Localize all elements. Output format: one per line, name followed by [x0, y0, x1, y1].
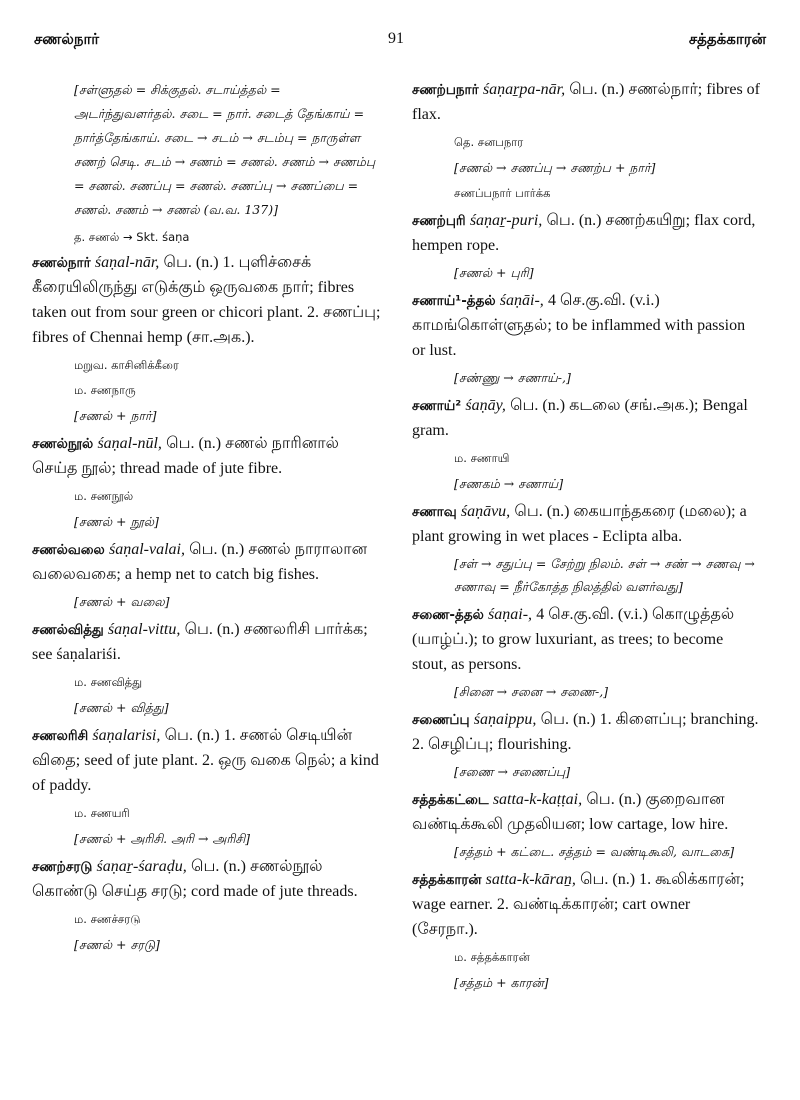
definition: பெ. (n.) சணல்நார்; fibres of flax.: [412, 81, 760, 123]
cognate: தெ. சனபநார: [454, 135, 524, 149]
transliteration: śaṇaṟpa-nār,: [482, 81, 566, 98]
dictionary-entry: [412, 708, 760, 783]
headword: சணலரிசி: [32, 728, 89, 744]
etymology: [சணல் → சணப்பு → சணற்ப + நார்]: [454, 160, 656, 175]
definition: பெ. (n.) 1. கூலிக்காரன்; wage earner. 2. வண்டிக்காரன்; cart owner (சேரநா.).: [412, 871, 745, 938]
definition: 4 செ.கு.வி. (v.i.) கொழுத்தல் (யாழ்ப்.); to grow luxuriant, as trees; to become stout, as persons.: [412, 606, 735, 673]
transliteration: śaṇāi-,: [499, 292, 544, 309]
definition: பெ. (n.) சணற்கயிறு; flax cord, hempen rope.: [412, 212, 756, 254]
headword: சணாய்¹-த்தல்: [412, 293, 496, 309]
cognate: ம. சணயரி: [74, 806, 130, 820]
dictionary-entry: [412, 603, 760, 703]
etymology: [சத்தம் + கட்டை. சத்தம் = வண்டிகூலி, வாடகை]: [454, 844, 735, 859]
cognate: ம. சணச்சரடு: [74, 912, 141, 926]
running-head-right: சத்தக்காரன்: [688, 30, 766, 48]
etymology-note: [சள்ளுதல் = சிக்குதல். சடாய்த்தல் = அடர்ந்துவளர்தல். சடை = நார். சடைத் தேங்காய் = நார்த்தேங்காய். சடை → சடம் → சடம்பு = நாருள்ள சணற் செடி. சடம் → சணம் = சணல். சணம் → சணம்பு = சணல். சணப்பு = சணல். சணப்பு → சணப்பை = சணல். சணம் → சணல் (வ.வ. 137)]: [74, 82, 376, 217]
headword: சத்தக்காரன்: [412, 872, 482, 888]
etymology: [சத்தம் + காரன்]: [454, 975, 549, 990]
cross-reference: சணப்பநார் பார்க்க: [454, 186, 551, 200]
etymology: [சணல் + சரடு]: [74, 937, 160, 952]
cognate: ம. சணநாரு: [74, 383, 136, 397]
definition: பெ. (n.) சணல்நூல் கொண்டு செய்த சரடு; cord made of jute threads.: [32, 858, 358, 900]
headword: சணற்சரடு: [32, 859, 93, 875]
headword: சணல்நார்: [32, 255, 91, 271]
transliteration: śaṇal-valai,: [108, 541, 185, 558]
etymology: [சணல் + வித்து]: [74, 700, 169, 715]
definition: பெ. (n.) சணல் நாராலான வலைவகை; a hemp net to catch big fishes.: [32, 541, 368, 583]
cognate: ம. சணாயி: [454, 451, 510, 465]
headword: சணாவு: [412, 504, 457, 520]
dictionary-entry: [412, 289, 760, 389]
transliteration: śaṇaṟ-puri,: [469, 212, 543, 229]
dictionary-entry: [412, 209, 760, 284]
headword: சணை-த்தல்: [412, 607, 484, 623]
definition: பெ. (n.) கையாந்தகரை (மலை); a plant growing in wet places - Eclipta alba.: [412, 503, 747, 545]
transliteration: satta-k-kāraṉ,: [485, 871, 576, 888]
transliteration: satta-k-kaṭṭai,: [492, 791, 583, 808]
dictionary-entry: [32, 538, 382, 613]
cognate: ம. சணவித்து: [74, 675, 143, 689]
dictionary-entry: [32, 724, 382, 850]
cognate: ம. சணநூல்: [74, 489, 134, 503]
dictionary-entry: [32, 251, 382, 427]
etymology: [சணல் + நூல்]: [74, 514, 159, 529]
transliteration: śaṇaṟ-śaraḍu,: [96, 858, 187, 875]
dictionary-entry: [412, 78, 760, 204]
etymology: [சள் → சதுப்பு = சேற்று நிலம். சள் → சண் → சணவு → சணாவு = நீர்கோத்த நிலத்தில் வளர்வது]: [454, 556, 755, 594]
transliteration: śaṇal-nūl,: [97, 435, 162, 452]
definition: பெ. (n.) கடலை (சங்.அக.); Bengal gram.: [412, 397, 748, 439]
definition: பெ. (n.) 1. புளிச்சைக் கீரையிலிருந்து எடுக்கும் ஒருவகை நார்; fibres taken out from sour green or chicori plant. 2. சணப்பு; fibres of Chennai hemp (சா.அக.).: [32, 254, 381, 346]
transliteration: śaṇal-nār,: [94, 254, 160, 271]
dictionary-entry: [32, 855, 382, 956]
transliteration: śaṇai-,: [488, 606, 533, 623]
dictionary-entry: [412, 788, 760, 863]
transliteration: śaṇal-vittu,: [107, 621, 181, 638]
headword: சணற்பநார்: [412, 82, 479, 98]
headword: சணல்வலை: [32, 542, 105, 558]
headword: சணல்வித்து: [32, 622, 104, 638]
headword: சணைப்பு: [412, 712, 470, 728]
page-number: 91: [388, 30, 404, 47]
etymology: [சினை → சனை → சணை-,]: [454, 684, 609, 699]
etymology: [சணல் + புரி]: [454, 265, 534, 280]
right-column: [412, 78, 760, 999]
cognate: மறுவ. காசினிக்கீரை: [74, 358, 179, 372]
definition: பெ. (n.) 1. கிளைப்பு; branching. 2. செழிப்பு; flourishing.: [412, 711, 759, 753]
cognate: ம. சத்தக்காரன்: [454, 950, 530, 964]
dictionary-entry: [32, 432, 382, 533]
headword: சணாய்²: [412, 398, 462, 414]
transliteration: śaṇaippu,: [473, 711, 537, 728]
dictionary-entry: [412, 500, 760, 598]
etymology: [சணல் + அரிசி. அரி → அரிசி]: [74, 831, 250, 846]
dictionary-entry: [32, 618, 382, 719]
transliteration: śaṇalarisi,: [92, 727, 161, 744]
note-sub: த. சணல் → Skt. śaṇa: [74, 230, 190, 244]
dictionary-entry: [412, 868, 760, 994]
transliteration: śaṇāvu,: [460, 503, 511, 520]
left-column: [32, 78, 382, 961]
definition: பெ. (n.) 1. சணல் செடியின் விதை; seed of jute plant. 2. ஒரு வகை நெல்; a kind of paddy.: [32, 727, 379, 794]
transliteration: śaṇāy,: [465, 397, 506, 414]
etymology: [சணை → சணைப்பு]: [454, 764, 571, 779]
dictionary-entry: [412, 394, 760, 495]
running-head-left: சணல்நார்: [34, 30, 100, 48]
headword: சணற்புரி: [412, 213, 466, 229]
definition: பெ. (n.) சணலரிசி பார்க்க; see śaṇalariśi.: [32, 621, 368, 663]
etymology: [சணல் + வலை]: [74, 594, 170, 609]
etymology: [சணல் + நார்]: [74, 408, 157, 423]
etymology: [சண்ணு → சணாய்-,]: [454, 370, 571, 385]
headword: சணல்நூல்: [32, 436, 94, 452]
headword: சத்தக்கட்டை: [412, 792, 489, 808]
definition: பெ. (n.) குறைவான வண்டிக்கூலி முதலியன; low cartage, low hire.: [412, 791, 729, 833]
definition: 4 செ.கு.வி. (v.i.) காமங்கொள்ளுதல்; to be inflammed with passion or lust.: [412, 292, 746, 359]
definition: பெ. (n.) சணல் நாரினால் செய்த நூல்; thread made of jute fibre.: [32, 435, 339, 477]
etymology: [சணகம் → சணாய்]: [454, 476, 564, 491]
